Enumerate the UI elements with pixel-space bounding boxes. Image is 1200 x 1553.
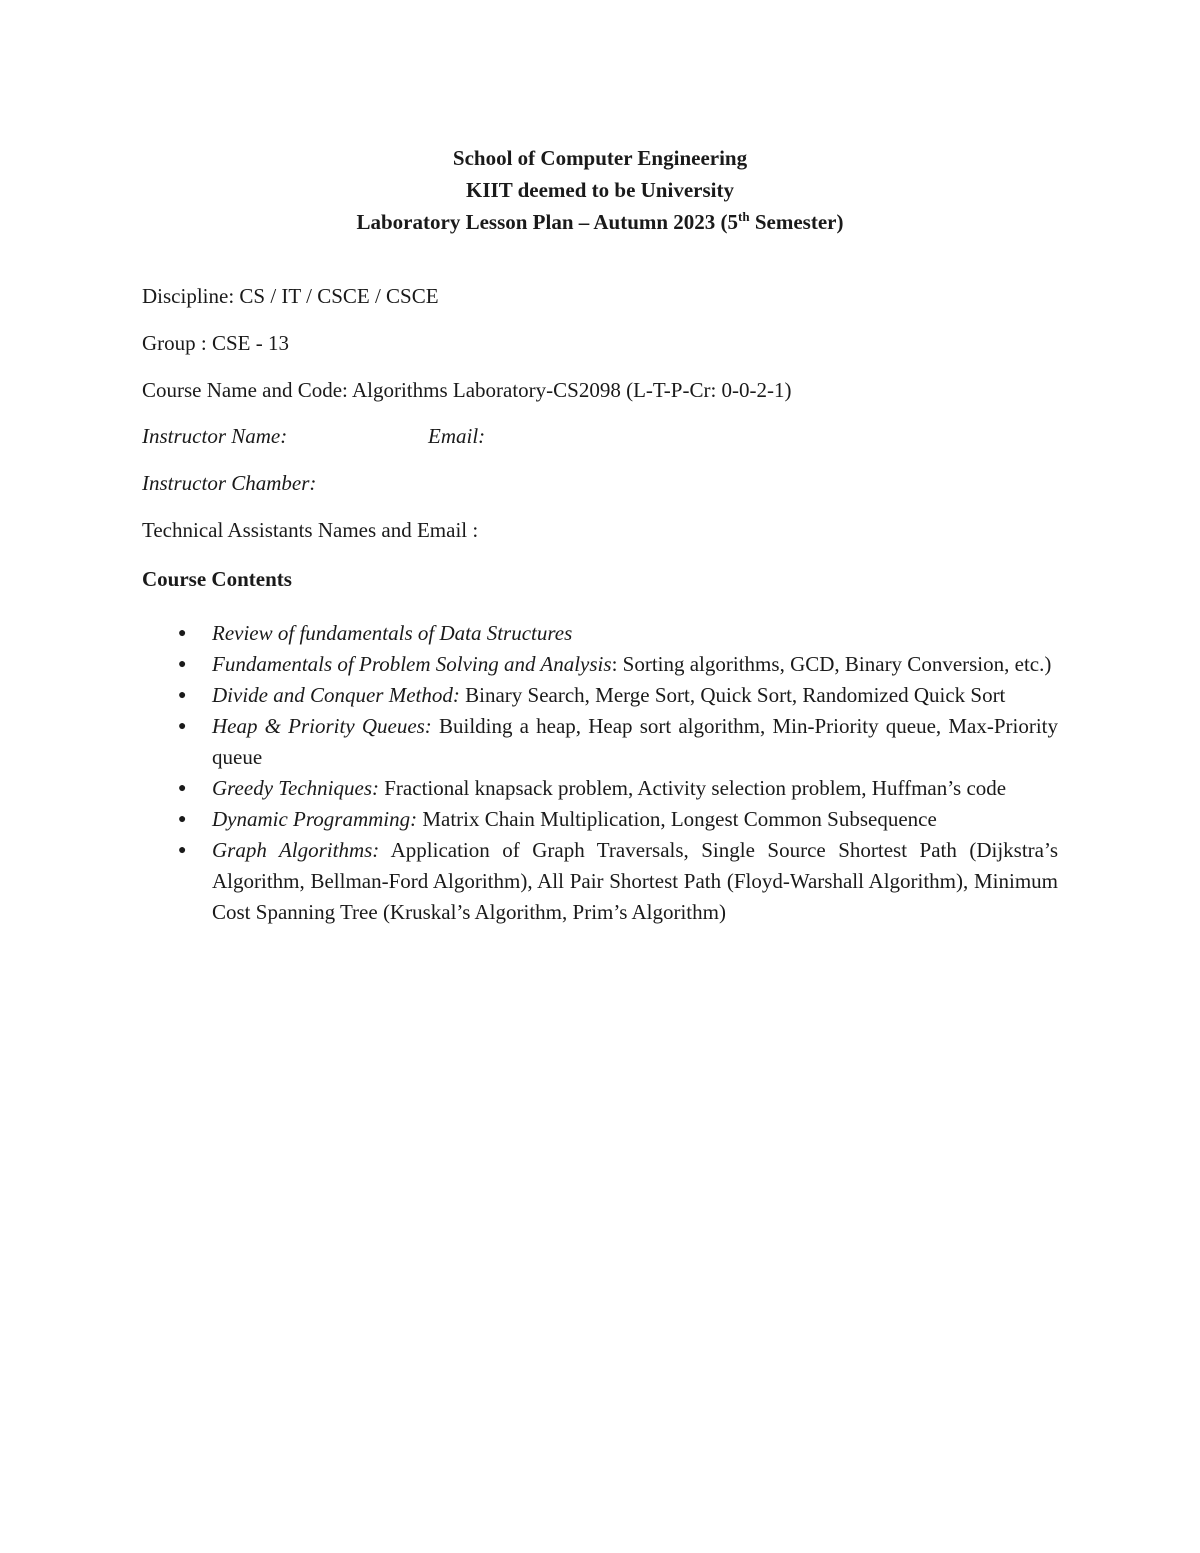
topic-title: Review of fundamentals of Data Structures — [212, 621, 573, 645]
instructor-email-field: Email: — [428, 424, 486, 448]
course-contents-list — [142, 618, 1058, 928]
topic-title: Fundamentals of Problem Solving and Analysis — [212, 652, 612, 676]
topic-title: Heap & Priority Queues: — [212, 714, 432, 738]
course-contents-heading: Course Contents — [142, 567, 292, 591]
bullet-icon: ● — [178, 719, 187, 734]
bullet-icon: ● — [178, 843, 187, 858]
bullet-icon: ● — [178, 657, 187, 672]
technical-assistants-field: Technical Assistants Names and Email : — [142, 518, 479, 542]
discipline-field: Discipline: CS / IT / CSCE / CSCE — [142, 284, 439, 308]
course-name-code-field: Course Name and Code: Algorithms Laboratory-CS2098 (L-T-P-Cr: 0-0-2-1) — [142, 378, 792, 402]
topic-title: Dynamic Programming: — [212, 807, 418, 831]
topic-detail: Matrix Chain Multiplication, Longest Common Subsequence — [417, 807, 937, 831]
lesson-plan-title-end: Semester) — [749, 210, 844, 234]
topic-title: Divide and Conquer Method: — [212, 683, 460, 707]
topic-detail: Building a heap, Heap sort algorithm, Min-Priority queue, Max-Priority queue — [212, 714, 1058, 769]
topic-title: Graph Algorithms: — [212, 838, 380, 862]
topic-detail: Fractional knapsack problem, Activity selection problem, Huffman’s code — [379, 776, 1007, 800]
bullet-icon: ● — [178, 626, 187, 641]
list-item — [142, 804, 1058, 835]
list-item — [142, 680, 1058, 711]
document-header — [0, 142, 1200, 238]
instructor-name-field: Instructor Name: — [142, 424, 288, 448]
bullet-icon: ● — [178, 688, 187, 703]
topic-detail: Binary Search, Merge Sort, Quick Sort, Randomized Quick Sort — [459, 683, 1006, 707]
list-item — [142, 649, 1058, 680]
list-item — [142, 618, 1058, 649]
university-name: KIIT deemed to be University — [466, 178, 734, 202]
semester-ordinal-suffix: th — [738, 209, 750, 224]
instructor-chamber-field: Instructor Chamber: — [142, 471, 317, 495]
school-name: School of Computer Engineering — [452, 146, 748, 170]
bullet-icon: ● — [178, 812, 187, 827]
lesson-plan-title-main: Laboratory Lesson Plan – Autumn 2023 (5 — [356, 210, 739, 234]
group-field: Group : CSE - 13 — [142, 331, 289, 355]
list-item — [142, 835, 1058, 928]
topic-title: Greedy Techniques: — [212, 776, 379, 800]
topic-detail: : Sorting algorithms, GCD, Binary Conversion, etc.) — [611, 652, 1052, 676]
list-item — [142, 711, 1058, 773]
list-item — [142, 773, 1058, 804]
bullet-icon: ● — [178, 781, 187, 796]
topic-detail: Application of Graph Traversals, Single Source Shortest Path (Dijkstra’s Algorithm, Bellman-Ford Algorithm), All Pair Shortest Path (Floyd-Warshall Algorithm), Minimum Cost Spanning Tree (Kruskal’s Algorithm, Prim’s Algorithm) — [212, 838, 1058, 924]
lesson-plan-title — [0, 206, 1200, 238]
